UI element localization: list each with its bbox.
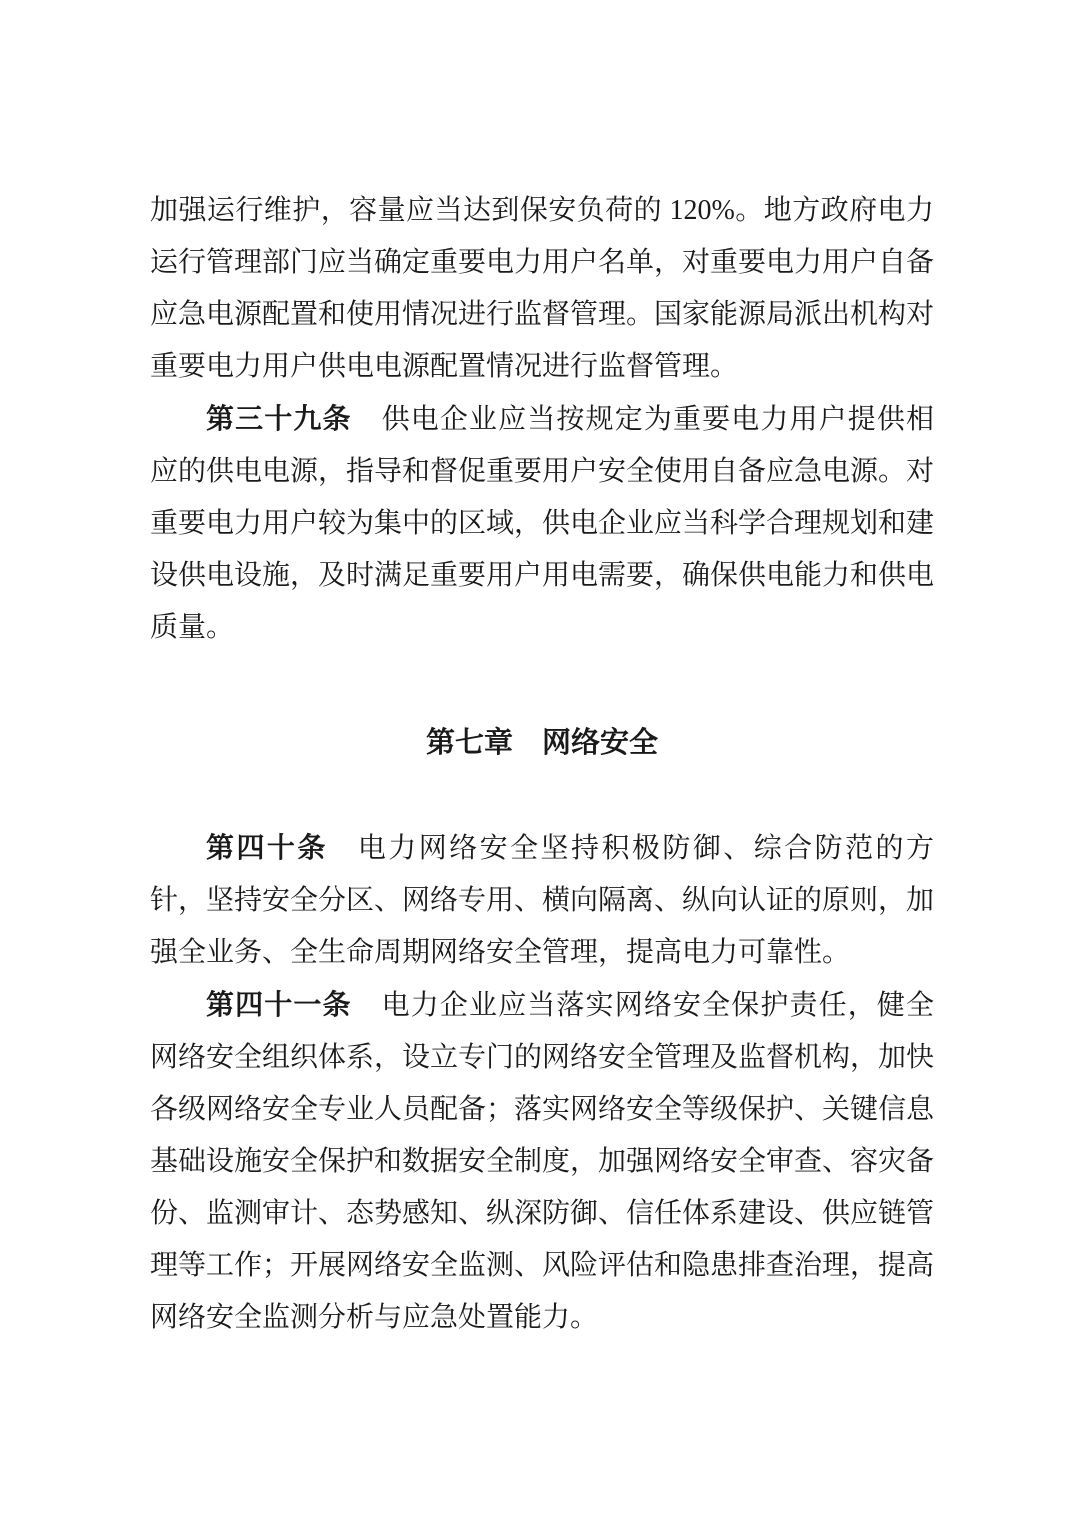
article-39-text: 供电企业应当按规定为重要电力用户提供相应的供电电源，指导和督促重要用户安全使用自备应急电源。对重要电力用户较为集中的区域，供电企业应当科学合理规划和建设供电设施，及时满足重要用户用电需要，确保供电能力和供电质量。: [150, 404, 935, 643]
article-40-number: 第四十条: [206, 832, 328, 863]
article-41-text: 电力企业应当落实网络安全保护责任，健全网络安全组织体系，设立专门的网络安全管理及监督机构，加快各级网络安全专业人员配备；落实网络安全等级保护、关键信息基础设施安全保护和数据安全制度，加强网络安全审查、容灾备份、监测审计、态势感知、纵深防御、信任体系建设、供应链管理等工作；开展网络安全监测、风险评估和隐患排查治理，提高网络安全监测分析与应急处置能力。: [150, 990, 935, 1333]
paragraph-article-41: [150, 979, 934, 1344]
paragraph-continuation: 加强运行维护，容量应当达到保安负荷的 120%。地方政府电力运行管理部门应当确定重要电力用户名单，对重要电力用户自备应急电源配置和使用情况进行监督管理。国家能源局派出机构对重要电力用户供电电源配置情况进行监督管理。: [150, 195, 935, 382]
paragraph-article-40: [150, 822, 934, 979]
article-40-text: 电力网络安全坚持积极防御、综合防范的方针，坚持安全分区、网络专用、横向隔离、纵向认证的原则，加强全业务、全生命周期网络安全管理，提高电力可靠性。: [150, 833, 935, 968]
article-39-number: 第三十九条: [206, 403, 352, 434]
article-41-number: 第四十一条: [206, 989, 352, 1020]
document-content: [150, 185, 934, 1344]
paragraph-article-39: [150, 393, 934, 654]
chapter-7-heading: 第七章 网络安全: [425, 727, 658, 759]
